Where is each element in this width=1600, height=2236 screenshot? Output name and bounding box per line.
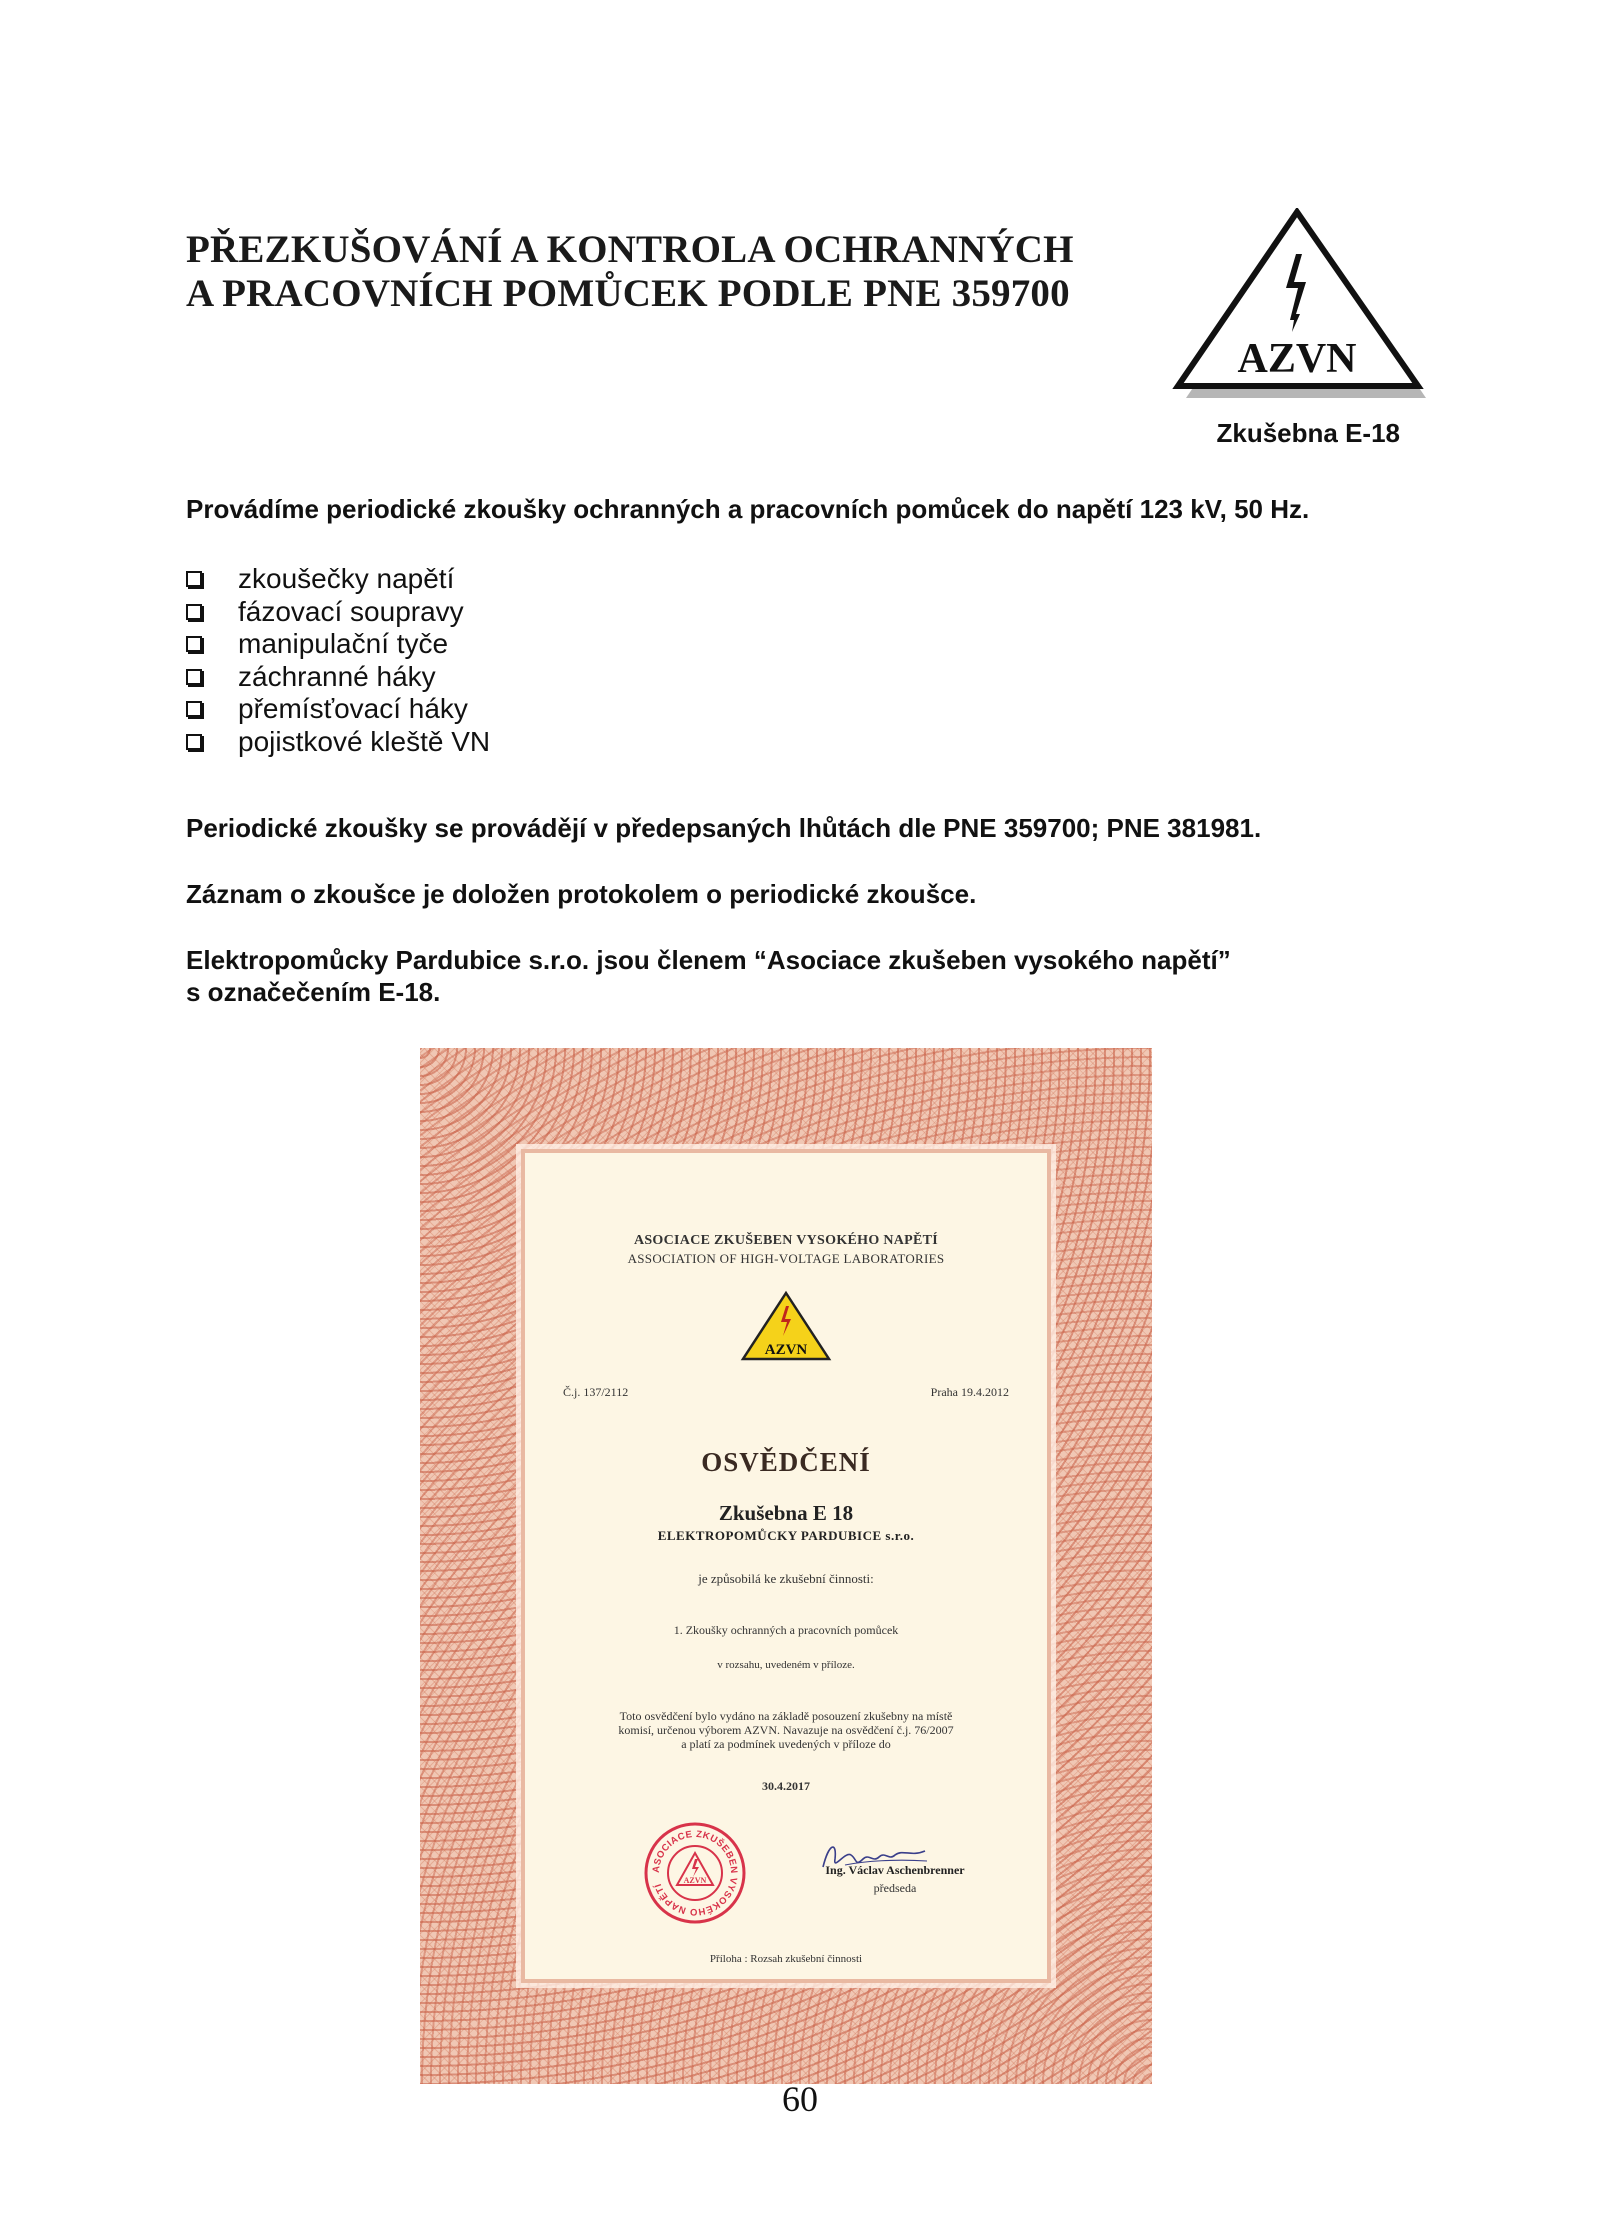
stamp-text: ASOCIACE ZKUŠEBEN VYSOKÉHO NAPĚTÍ [650,1828,740,1918]
cert-signer-role: předseda [873,1881,917,1895]
record-paragraph: Záznam o zkoušce je doložen protokolem o periodické zkoušce. [186,879,977,909]
cert-org-cz: ASOCIACE ZKUŠEBEN VYSOKÉHO NAPĚTÍ [633,1233,939,1248]
cert-logo-text: AZVN [764,1342,808,1358]
list-item: záchranné háky [186,661,490,694]
cert-title: OSVĚDČENÍ [701,1447,871,1477]
checkbox-icon [186,701,202,717]
page-title [186,228,1126,316]
page-number: 60 [782,2079,818,2119]
cert-date: Praha 19.4.2012 [930,1385,1009,1399]
cert-body: Toto osvědčení bylo vydáno na základě posouzení zkušebny na místě komisí, určenou výborem AZVN. Navazuje na osvědčení č.j. 76/2007 a platí za podmínek uvedených v příloze do [618,1709,954,1751]
cert-logo [740,1290,832,1362]
list-item: zkoušečky napětí [186,563,490,596]
logo-text: AZVN [1237,336,1357,382]
cert-signer: Ing. Václav Aschenbrenner [825,1863,965,1877]
cert-org-en: ASSOCIATION OF HIGH-VOLTAGE LABORATORIES [627,1251,945,1266]
lab-label: Zkušebna E-18 [1216,418,1400,448]
membership-line-2: s označečením E-18. [186,977,441,1007]
cert-item: 1. Zkoušky ochranných a pracovních pomůcek [673,1623,899,1637]
membership-line-1: Elektropomůcky Pardubice s.r.o. jsou členem “Asociace zkušeben vysokého napětí” [186,945,1231,975]
stamp-logo-text: AZVN [683,1876,707,1885]
certificate-image [420,1048,1152,2084]
cert-valid-until: 30.4.2017 [762,1779,810,1793]
intro-text: Provádíme periodické zkoušky ochranných a pracovních pomůcek do napětí 123 kV, 50 Hz. [186,494,1310,524]
cert-annex: Příloha : Rozsah zkušební činnosti [709,1953,863,1965]
cert-competence: je způsobilá ke zkušební činnosti: [698,1571,874,1586]
title-line-1: PŘEZKUŠOVÁNÍ A KONTROLA OCHRANNÝCH [186,228,1074,271]
cert-company: ELEKTROPOMŮCKY PARDUBICE s.r.o. [657,1528,915,1543]
cert-lab: Zkušebna E 18 [718,1501,854,1525]
azvn-logo [1172,208,1430,400]
certificate-paper [525,1153,1047,1979]
periodic-paragraph: Periodické zkoušky se provádějí v předepsaných lhůtách dle PNE 359700; PNE 381981. [186,813,1262,843]
checkbox-icon [186,636,202,652]
checkbox-icon [186,669,202,685]
cert-scope: v rozsahu, uvedeném v příloze. [717,1659,855,1671]
list-item: manipulační tyče [186,628,490,661]
list-item: přemísťovací háky [186,693,490,726]
checkbox-icon [186,734,202,750]
list-item: fázovací soupravy [186,596,490,629]
cert-reference: Č.j. 137/2112 [563,1385,629,1399]
lightning-bolt-icon [692,1859,699,1877]
checkbox-icon [186,604,202,620]
checkbox-icon [186,571,202,587]
membership-paragraph [186,944,1446,1008]
list-item: pojistkové kleště VN [186,726,490,759]
stamp-seal [643,1821,747,1925]
title-line-2: A PRACOVNÍCH POMŮCEK PODLE PNE 359700 [186,272,1070,315]
equipment-list [186,563,490,758]
